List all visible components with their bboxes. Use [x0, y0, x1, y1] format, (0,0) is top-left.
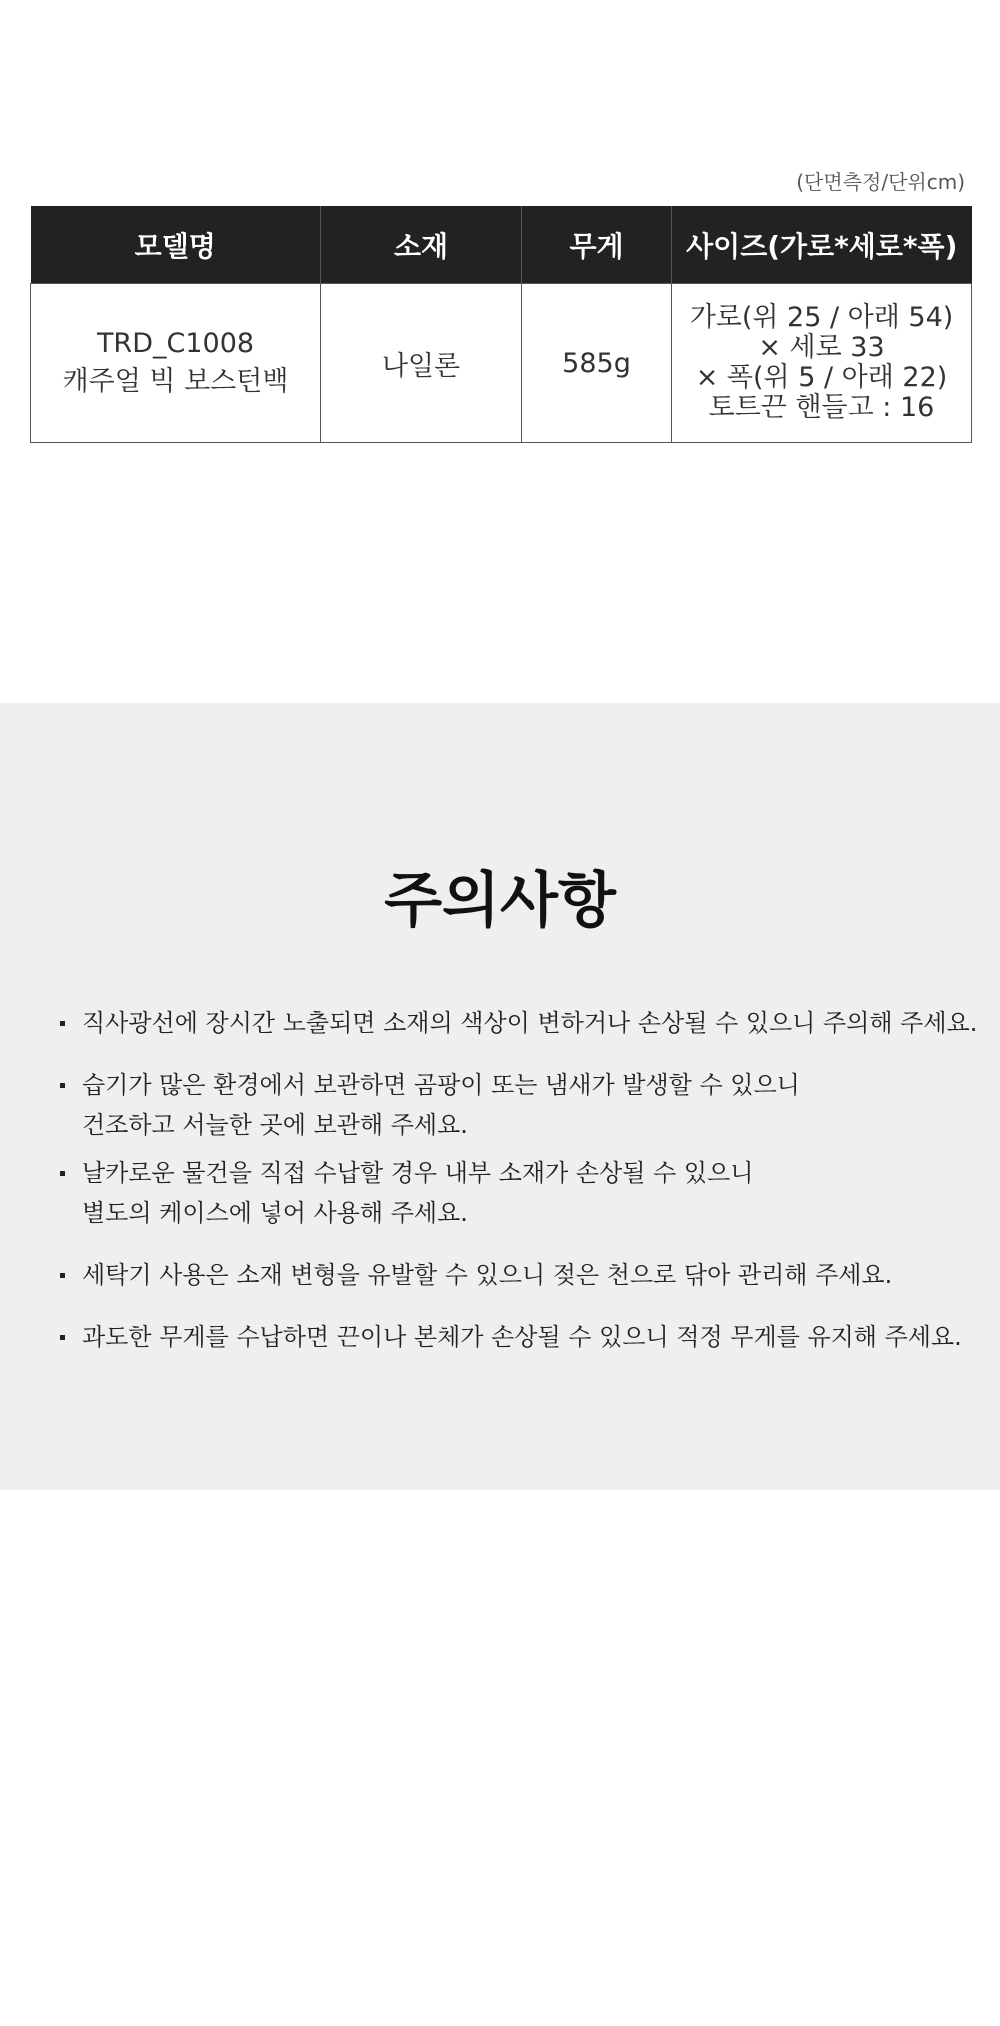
- model-name: 캐주얼 빅 보스턴백: [62, 366, 289, 397]
- size-line: 토트끈 핸들고 : 16: [708, 392, 935, 423]
- notice-item: [60, 1003, 980, 1043]
- notice-item: [60, 1317, 980, 1357]
- size-line: 가로(위 25 / 아래 54): [689, 302, 954, 333]
- notice-section: [0, 703, 1000, 1490]
- notice-item: [60, 1153, 980, 1233]
- header-weight: 무게: [522, 206, 672, 284]
- notice-line: 세탁기 사용은 소재 변형을 유발할 수 있으니 젖은 천으로 닦아 관리해 주세요.: [82, 1261, 893, 1289]
- model-cell: [31, 284, 321, 443]
- unit-note: (단면측정/단위cm): [796, 170, 965, 194]
- notice-title: 주의사항: [384, 866, 616, 936]
- size-line: × 세로 33: [758, 332, 885, 363]
- notice-item: [60, 1065, 980, 1145]
- notice-line: 건조하고 서늘한 곳에 보관해 주세요.: [82, 1111, 468, 1139]
- notice-item: [60, 1255, 980, 1295]
- spec-row: [31, 284, 972, 443]
- notice-line: 습기가 많은 환경에서 보관하면 곰팡이 또는 냄새가 발생할 수 있으니: [82, 1071, 800, 1099]
- header-material: 소재: [321, 206, 522, 284]
- notice-line: 별도의 케이스에 넣어 사용해 주세요.: [82, 1199, 468, 1227]
- weight-cell: 585g: [522, 284, 672, 443]
- header-model: 모델명: [31, 206, 321, 284]
- notice-line: 날카로운 물건을 직접 수납할 경우 내부 소재가 손상될 수 있으니: [82, 1159, 754, 1187]
- notice-line: 과도한 무게를 수납하면 끈이나 본체가 손상될 수 있으니 적정 무게를 유지해 주세요.: [82, 1323, 962, 1351]
- size-cell: [672, 284, 972, 443]
- size-line: × 폭(위 5 / 아래 22): [695, 362, 948, 393]
- spec-header-row: [31, 206, 972, 284]
- notice-list: [60, 1003, 980, 1357]
- material-cell: 나일론: [321, 284, 522, 443]
- model-code: TRD_C1008: [96, 328, 255, 359]
- header-size: 사이즈(가로*세로*폭): [672, 206, 972, 284]
- spec-table: [30, 206, 972, 443]
- notice-line: 직사광선에 장시간 노출되면 소재의 색상이 변하거나 손상될 수 있으니 주의해 주세요.: [82, 1009, 978, 1037]
